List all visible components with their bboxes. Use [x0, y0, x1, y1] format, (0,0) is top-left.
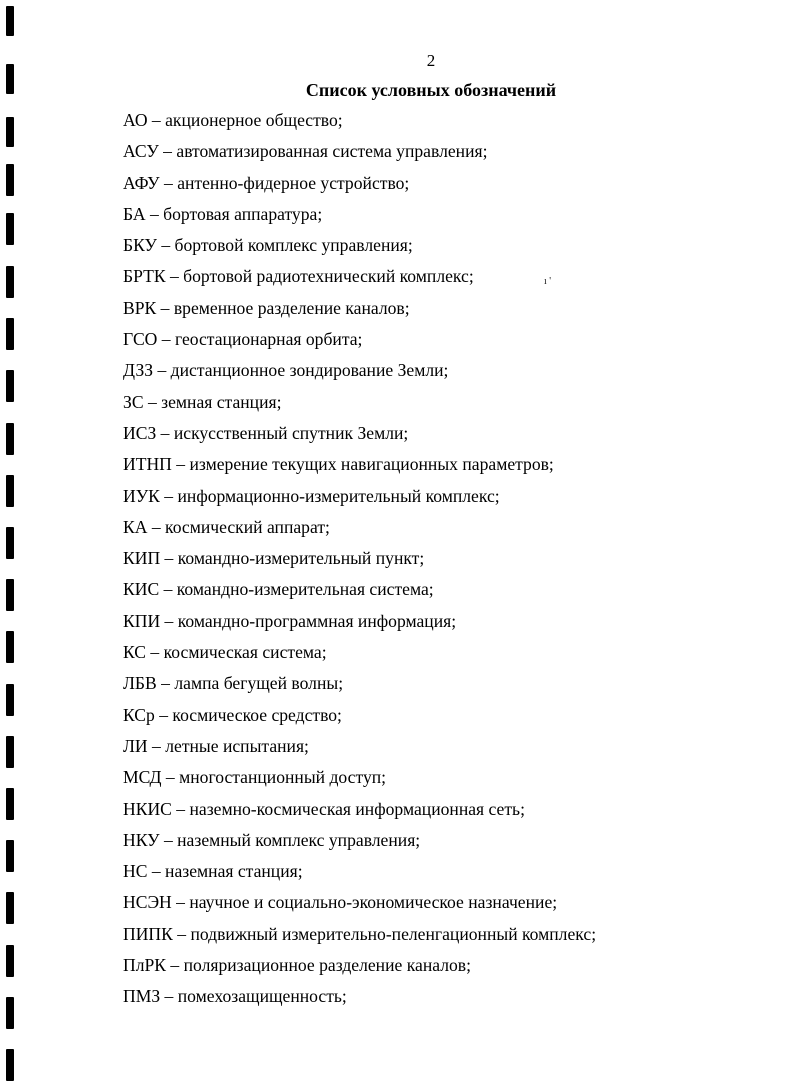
- abbreviation-item: АФУ – антенно-фидерное устройство;: [123, 172, 410, 193]
- binding-mark: [6, 788, 14, 820]
- binding-mark: [6, 423, 14, 455]
- abbreviation-item: БКУ – бортовой комплекс управления;: [123, 235, 413, 256]
- abbreviation-item: ДЗЗ – дистанционное зондирование Земли;: [123, 360, 449, 381]
- abbreviation-item: БА – бортовая аппаратура;: [123, 203, 323, 224]
- abbreviation-item: НСЭН – научное и социально-экономическое назначение;: [123, 892, 558, 913]
- abbreviation-item: ИТНП – измерение текущих навигационных параметров;: [123, 454, 554, 475]
- binding-mark: [6, 997, 14, 1029]
- abbreviation-item: АСУ – автоматизированная система управления;: [123, 141, 488, 162]
- abbreviation-item: ВРК – временное разделение каналов;: [123, 297, 410, 318]
- abbreviation-item: ЗС – земная станция;: [123, 391, 282, 412]
- binding-mark: [6, 631, 14, 663]
- abbreviation-item: НС – наземная станция;: [123, 861, 303, 882]
- binding-mark: [6, 213, 14, 245]
- abbreviation-item: АО – акционерное общество;: [123, 110, 343, 130]
- abbreviation-item: ЛИ – летные испытания;: [123, 735, 309, 756]
- abbreviation-item: ПлРК – поляризационное разделение каналов;: [123, 955, 471, 976]
- abbreviation-item: ПМЗ – помехозащищенность;: [123, 986, 347, 1007]
- abbreviation-list: [123, 109, 596, 1017]
- abbreviation-item: ИСЗ – искусственный спутник Земли;: [123, 422, 409, 443]
- binding-mark: [6, 164, 14, 196]
- binding-mark: [6, 318, 14, 350]
- binding-mark: [6, 266, 14, 298]
- abbreviation-item: КС – космическая система;: [123, 642, 327, 663]
- abbreviation-item: НКИС – наземно-космическая информационная сеть;: [123, 798, 525, 819]
- page-title: Список условных обозначений: [305, 80, 557, 100]
- binding-mark: [6, 579, 14, 611]
- binding-mark: [6, 370, 14, 402]
- binding-mark: [6, 117, 14, 147]
- binding-mark: [6, 840, 14, 872]
- abbreviation-item: МСД – многостанционный доступ;: [123, 767, 387, 788]
- abbreviation-item: КСр – космическое средство;: [123, 704, 342, 725]
- abbreviation-item: НКУ – наземный комплекс управления;: [123, 829, 421, 850]
- abbreviation-item: ПИПК – подвижный измерительно-пеленгационный комплекс;: [123, 923, 597, 944]
- binding-mark: [6, 684, 14, 716]
- binding-mark: [6, 527, 14, 559]
- binding-mark: [6, 6, 14, 36]
- abbreviation-item: КИП – командно-измерительный пункт;: [123, 548, 425, 569]
- page-number: 2: [426, 51, 436, 70]
- abbreviation-item: КПИ – командно-программная информация;: [123, 610, 457, 631]
- abbreviation-item: ЛБВ – лампа бегущей волны;: [123, 673, 344, 694]
- binding-mark: [6, 475, 14, 507]
- stray-scan-mark: ı ': [544, 276, 552, 287]
- abbreviation-item: КИС – командно-измерительная система;: [123, 579, 434, 600]
- abbreviation-item: ГСО – геостационарная орбита;: [123, 329, 363, 350]
- binding-mark: [6, 892, 14, 924]
- binding-mark: [6, 736, 14, 768]
- abbreviation-item: КА – космический аппарат;: [123, 516, 330, 537]
- binding-strip: [0, 0, 20, 1088]
- binding-mark: [6, 1049, 14, 1081]
- abbreviation-item: БРТК – бортовой радиотехнический комплекс;: [123, 266, 474, 287]
- abbreviation-item: ИУК – информационно-измерительный комплекс;: [123, 485, 500, 506]
- binding-mark: [6, 945, 14, 977]
